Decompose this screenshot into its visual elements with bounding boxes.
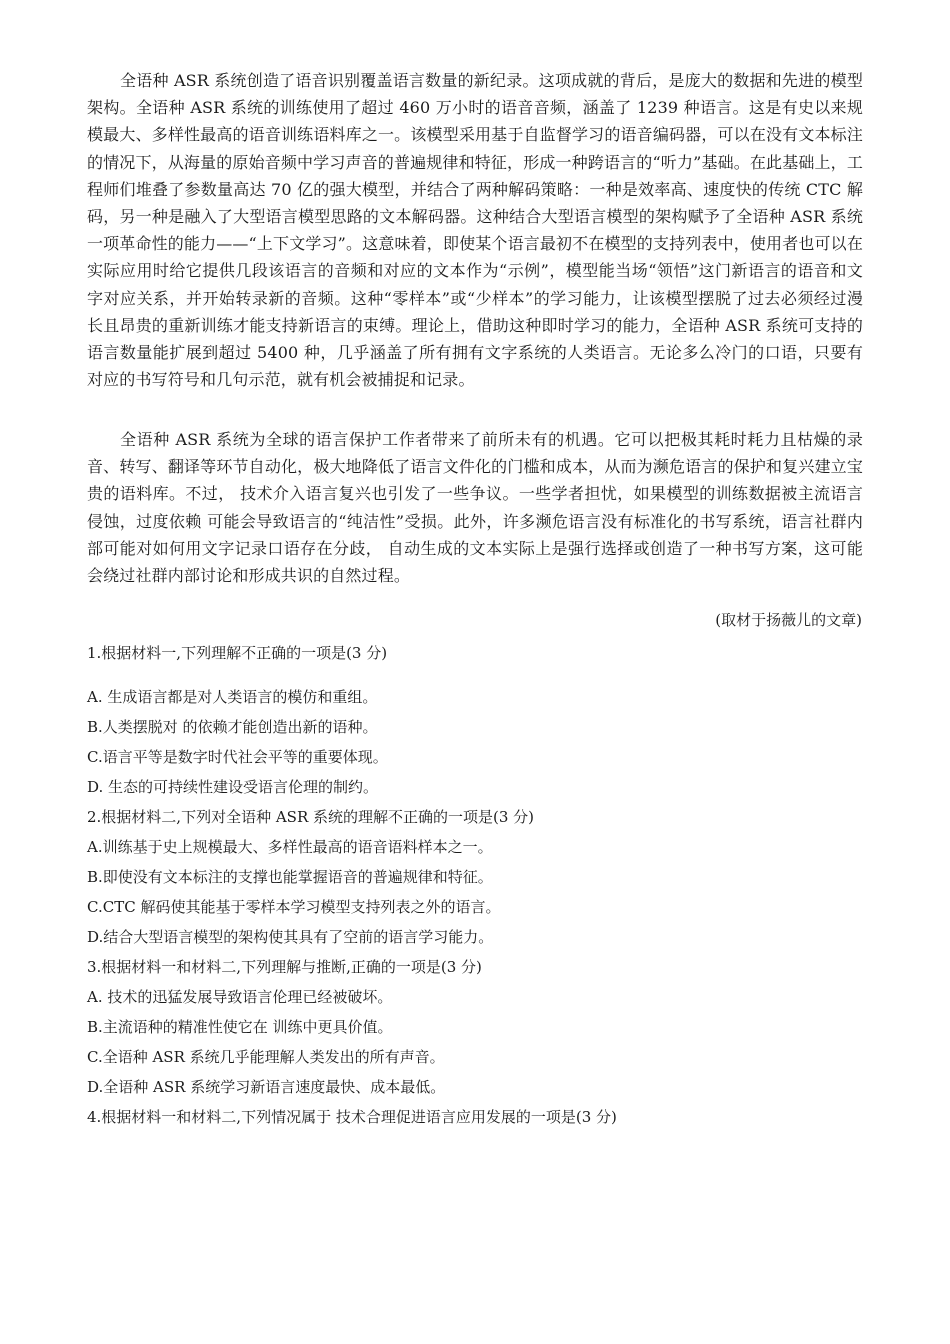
question-3-option-a: A. 技术的迅猛发展导致语言伦理已经被破坏。 bbox=[87, 988, 393, 1006]
question-2-option-a: A.训练基于史上规模最大、多样性最高的语音语料样本之一。 bbox=[87, 838, 493, 856]
question-4-stem: 4.根据材料一和材料二,下列情况属于 技术合理促进语言应用发展的一项是(3 分) bbox=[87, 1108, 617, 1126]
question-3-option-c: C.全语种 ASR 系统几乎能理解人类发出的所有声音。 bbox=[87, 1048, 445, 1066]
question-1-option-d: D. 生态的可持续性建设受语言伦理的制约。 bbox=[87, 778, 379, 796]
question-3-option-d: D.全语种 ASR 系统学习新语言速度最快、成本最低。 bbox=[87, 1078, 446, 1096]
article-source: (取材于扬薇儿的文章) bbox=[715, 611, 862, 629]
question-3-stem: 3.根据材料一和材料二,下列理解与推断,正确的一项是(3 分) bbox=[87, 958, 482, 976]
article-paragraph-2: 全语种 ASR 系统为全球的语言保护工作者带来了前所未有的机遇。它可以把极其耗时耗力且枯燥的录音、转写、翻译等环节自动化，极大地降低了语言文件化的门槛和成本，从而为濒危语言的保护和复兴建立宝贵的语料库。不过， 技术介入语言复兴也引发了一些争议。一些学者担忧，如果模型的训练数据被主流语言侵蚀，过度依赖 可能会导致语言的“纯洁性”受损。此外，许多濒危语言没有标准化的书写系统，语言社群内部可能对如何用文字记录口语存在分歧， 自动生成的文本实际上是强行选择或创造了一种书写方案，这可能会绕过社群内部讨论和形成共识的自然过程。 bbox=[87, 430, 863, 586]
question-1-option-a: A. 生成语言都是对人类语言的模仿和重组。 bbox=[87, 688, 378, 706]
question-1-option-c: C.语言平等是数字时代社会平等的重要体现。 bbox=[87, 748, 388, 766]
question-2-stem: 2.根据材料二,下列对全语种 ASR 系统的理解不正确的一项是(3 分) bbox=[87, 808, 535, 826]
question-2-option-d: D.结合大型语言模型的架构使其具有了空前的语言学习能力。 bbox=[87, 928, 494, 946]
question-3-option-b: B.主流语种的精准性使它在 训练中更具价值。 bbox=[87, 1018, 393, 1036]
article-paragraph-1: 全语种 ASR 系统创造了语音识别覆盖语言数量的新纪录。这项成就的背后，是庞大的数据和先进的模型架构。全语种 ASR 系统的训练使用了超过 460 万小时的语音音频，涵盖了 1239 种语言。这是有史以来规模最大、多样性最高的语音训练语料库之一。该模型采用基于自监督学习的语音编码器，可以在没有文本标注的情况下，从海量的原始音频中学习声音的普遍规律和特征，形成一种跨语言的“听力”基础。在此基础上，工程师们堆叠了参数量高达 70 亿的强大模型，并结合了两种解码策略：一种是效率高、速度快的传统 CTC 解码，另一种是融入了大型语言模型思路的文本解码器。这种结合大型语言模型的架构赋予了全语种 ASR 系统一项革命性的能力——“上下文学习”。这意味着，即使某个语言最初不在模型的支持列表中，使用者也可以在实际应用时给它提供几段该语言的音频和对应的文本作为“示例”，模型能当场“领悟”这门新语言的语音和文字对应关系，并开始转录新的音频。这种“零样本”或“少样本”的学习能力，让该模型摆脱了过去必须经过漫长且昂贵的重新训练才能支持新语言的束缚。理论上，借助这种即时学习的能力，全语种 ASR 系统可支持的语言数量能扩展到超过 5400 种，几乎涵盖了所有拥有文字系统的人类语言。无论多么冷门的口语，只要有对应的书写符号和几句示范，就有机会被捕捉和记录。 bbox=[87, 71, 863, 390]
question-1-option-b: B.人类摆脱对 的依赖才能创造出新的语种。 bbox=[87, 718, 378, 736]
question-2-option-c: C.CTC 解码使其能基于零样本学习模型支持列表之外的语言。 bbox=[87, 898, 501, 916]
question-2-option-b: B.即使没有文本标注的支撑也能掌握语音的普遍规律和特征。 bbox=[87, 868, 493, 886]
question-1-stem: 1.根据材料一,下列理解不正确的一项是(3 分) bbox=[87, 644, 388, 662]
